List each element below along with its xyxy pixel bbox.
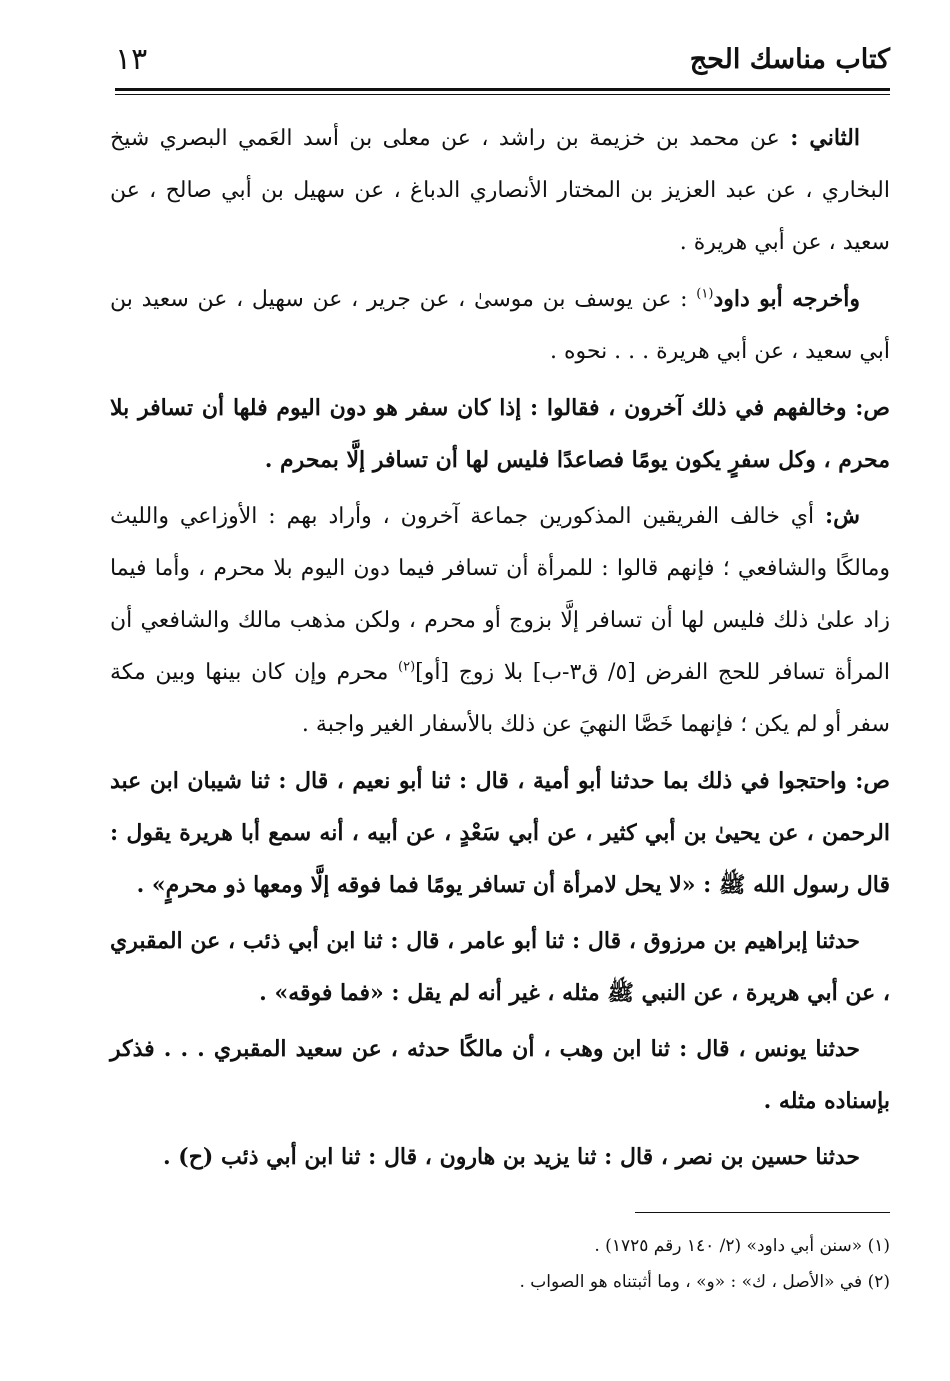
- paragraph-text: حدثنا يونس ، قال : ثنا ابن وهب ، أن مالكًا حدثه ، عن سعيد المقبري . . . فذكر بإسناده مثله .: [110, 1036, 890, 1114]
- paragraph-text: حدثنا حسين بن نصر ، قال : ثنا يزيد بن هارون ، قال : ثنا ابن أبي ذئب (ح) .: [162, 1144, 860, 1170]
- footnote-1: (١) «سنن أبي داود» (٢/ ١٤٠ رقم ١٧٢٥) .: [594, 1236, 890, 1256]
- paragraph-shin: [110, 490, 890, 751]
- paragraph-hadith-yunus: [110, 1023, 890, 1127]
- paragraph-lead: ش:: [825, 503, 860, 529]
- paragraph-sad-2: [110, 755, 890, 911]
- main-text: [110, 112, 890, 1187]
- running-title: كتاب مناسك الحج: [689, 44, 890, 75]
- paragraph-sad-1: [110, 382, 890, 486]
- paragraph-text-continued: محرم وإن كان بينها وبين مكة سفر أو لم يكن ؛ فإنهما خَصَّا النهيَ عن ذلك بالأسفار الغير واجبة .: [110, 660, 890, 737]
- footnote-2: (٢) في «الأصل ، ك» : «و» ، وما أثبتناه هو الصواب .: [519, 1272, 890, 1292]
- paragraph-text: : عن يوسف بن موسىٰ ، عن جرير ، عن سهيل ، عن سعيد بن أبي سعيد ، عن أبي هريرة . . . نحوه .: [110, 287, 890, 364]
- paragraph-hadith-husayn: [110, 1131, 890, 1183]
- paragraph-text: وخالفهم في ذلك آخرون ، فقالوا : إذا كان سفر هو دون اليوم فلها أن تسافر بلا محرم ، وكل سفرٍ يكون يومًا فصاعدًا فليس لها أن تسافر إلَّا بمحرم .: [110, 395, 890, 473]
- page-number: ١٣: [115, 42, 148, 77]
- paragraph-lead: الثاني :: [790, 125, 860, 151]
- footnotes: [110, 1228, 890, 1300]
- paragraph-text: عن محمد بن خزيمة بن راشد ، عن معلى بن أسد العَمي البصري شيخ البخاري ، عن عبد العزيز بن المختار الأنصاري الدباغ ، عن سهيل بن أبي صالح ، عن سعيد ، عن أبي هريرة .: [110, 126, 890, 255]
- paragraph-abu-dawud: [110, 273, 890, 378]
- page-header: [115, 38, 890, 86]
- paragraph-second-chain: [110, 112, 890, 269]
- paragraph-text: حدثنا إبراهيم بن مرزوق ، قال : ثنا أبو عامر ، قال : ثنا ابن أبي ذئب ، عن المقبري ، عن أبي هريرة ، عن النبي ﷺ مثله ، غير أنه لم يقل : «فما فوقه» .: [110, 928, 890, 1006]
- paragraph-lead: ص:: [855, 395, 890, 421]
- paragraph-text: أي خالف الفريقين المذكورين جماعة آخرون ، وأراد بهم : الأوزاعي والليث ومالكًا والشافعي ؛ فإنهم قالوا : للمرأة أن تسافر فيما دون اليوم بلا محرم ، وأما فيما زاد علىٰ ذلك فليس لها أن تسافر إلَّا بزوج أو محرم ، ولكن مذهب مالك والشافعي أن المرأة تسافر للحج الفرض [٥/ ق٣-ب] بلا زوج [أو]: [110, 504, 890, 685]
- paragraph-hadith-ibrahim: [110, 915, 890, 1019]
- footnote-separator: [635, 1212, 890, 1213]
- footnote-ref-1[interactable]: (١): [696, 286, 714, 302]
- paragraph-text: واحتجوا في ذلك بما حدثنا أبو أمية ، قال : ثنا أبو نعيم ، قال : ثنا شيبان ابن عبد الرحمن ، عن يحيىٰ بن أبي كثير ، عن أبي سَعْدٍ ، عن أبيه ، أنه سمع أبا هريرة يقول : قال رسول الله ﷺ : «لا يحل لامرأة أن تسافر يومًا فما فوقه إلَّا ومعها ذو محرمٍ» .: [110, 768, 890, 898]
- header-rule-thick: [115, 88, 890, 91]
- paragraph-lead: وأخرجه أبو داود: [713, 286, 860, 312]
- paragraph-lead: ص:: [855, 768, 890, 794]
- footnote-ref-2[interactable]: (٢): [398, 659, 416, 675]
- header-rule-thin: [115, 94, 890, 95]
